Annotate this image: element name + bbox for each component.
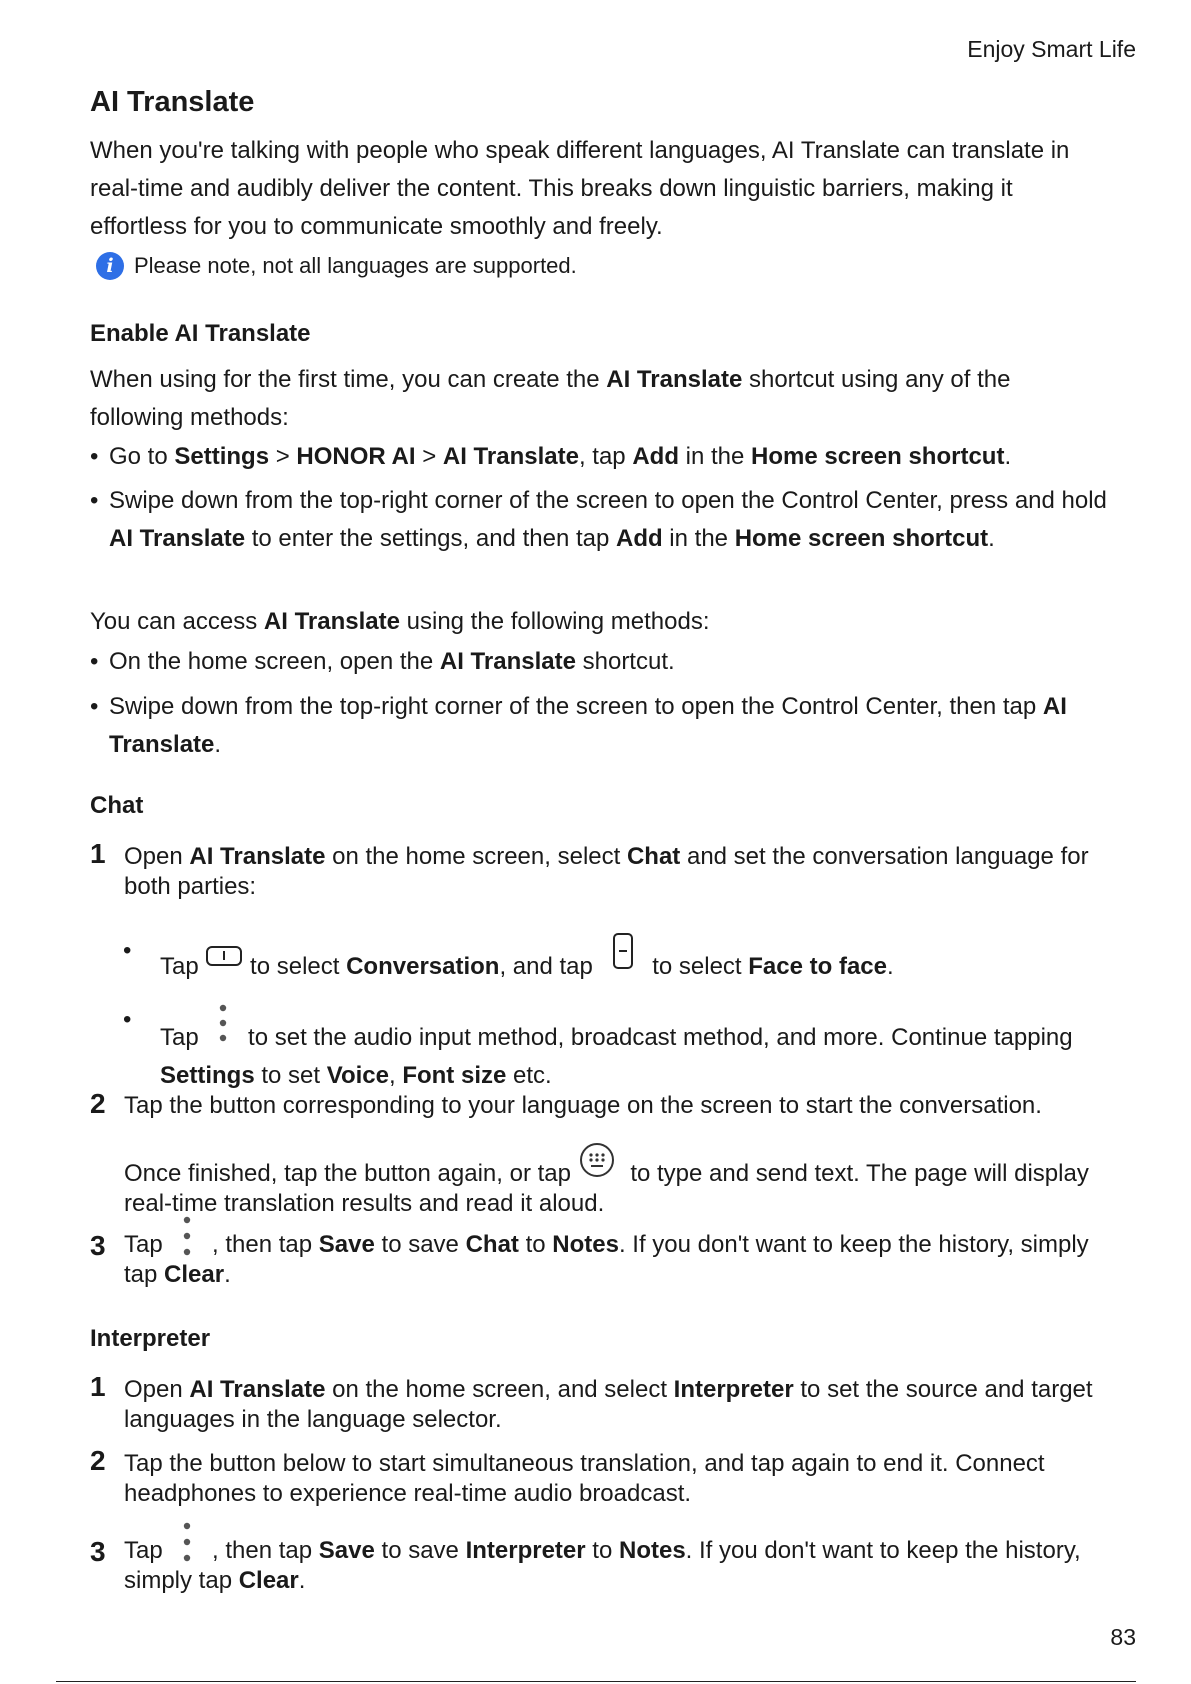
enable-paragraph: When using for the first time, you can create the AI Translate shortcut using any of the following methods: xyxy=(90,366,1011,431)
chat-step-1: Open AI Translate on the home screen, select Chat and set the conversation language for both parties: xyxy=(124,843,1089,900)
chat-step-2: Tap the button corresponding to your language on the screen to start the conversation. Once finished, tap the button again, or tap to type and send text. The page will display real-time translation results and read it aloud. xyxy=(124,1092,1089,1217)
note-text: Please note, not all languages are supported. xyxy=(134,253,577,278)
list-item: • Swipe down from the top-right corner of the screen to open the Control Center, press and hold AI Translate to enter the settings, and then tap Add in the Home screen shortcut. xyxy=(90,487,1107,552)
list-item: • Go to Settings > HONOR AI > AI Translate, tap Add in the Home screen shortcut. xyxy=(90,443,1012,470)
access-paragraph: You can access AI Translate using the following methods: xyxy=(90,608,710,635)
step-number: 3 xyxy=(90,1536,106,1567)
more-options-icon xyxy=(175,1214,199,1260)
step-number: 1 xyxy=(90,1371,106,1402)
list-item: • Swipe down from the top-right corner of the screen to open the Control Center, then tap AI Translate. xyxy=(90,693,1067,758)
conversation-mode-icon xyxy=(205,944,243,968)
interpreter-step-1: Open AI Translate on the home screen, and select Interpreter to set the source and target languages in the language selector. xyxy=(124,1376,1093,1433)
step-number: 2 xyxy=(90,1088,106,1119)
more-options-icon xyxy=(211,1001,235,1045)
info-icon: i xyxy=(96,252,124,280)
running-header: Enjoy Smart Life xyxy=(967,36,1136,62)
chat-heading: Chat xyxy=(90,792,144,819)
chat-step-3: Tap , then tap Save to save Chat to Notes. If you don't want to keep the history, simply tap Clear. xyxy=(124,1214,1124,1290)
keyboard-icon xyxy=(578,1141,616,1179)
list-item: • Tap to set the audio input method, broadcast method, and more. Continue tapping Settings to set Voice, Font size etc. xyxy=(123,1001,1103,1095)
interpreter-step-2: Tap the button below to start simultaneous translation, and tap again to end it. Connect headphones to experience real-time audio broadcast. xyxy=(124,1450,1045,1507)
note xyxy=(96,252,577,280)
interpreter-step-3: Tap , then tap Save to save Interpreter to Notes. If you don't want to keep the history, simply tap Clear. xyxy=(124,1520,1124,1596)
footer-divider xyxy=(56,1681,1136,1682)
list-item: • Tap to select Conversation, and tap to select Face to face. xyxy=(123,932,1103,986)
enable-heading: Enable AI Translate xyxy=(90,320,311,347)
interpreter-heading: Interpreter xyxy=(90,1325,211,1352)
step-number: 1 xyxy=(90,838,106,869)
page-title: AI Translate xyxy=(90,86,255,118)
page-number: 83 xyxy=(1110,1624,1136,1650)
face-to-face-icon xyxy=(610,932,636,970)
list-item: • On the home screen, open the AI Translate shortcut. xyxy=(90,648,675,675)
step-number: 2 xyxy=(90,1445,106,1476)
intro-paragraph: When you're talking with people who speak different languages, AI Translate can translate in real-time and audibly deliver the content. This breaks down linguistic barriers, making it effortless for you to communicate smoothly and freely. xyxy=(90,137,1070,240)
step-number: 3 xyxy=(90,1230,106,1261)
more-options-icon xyxy=(175,1520,199,1566)
